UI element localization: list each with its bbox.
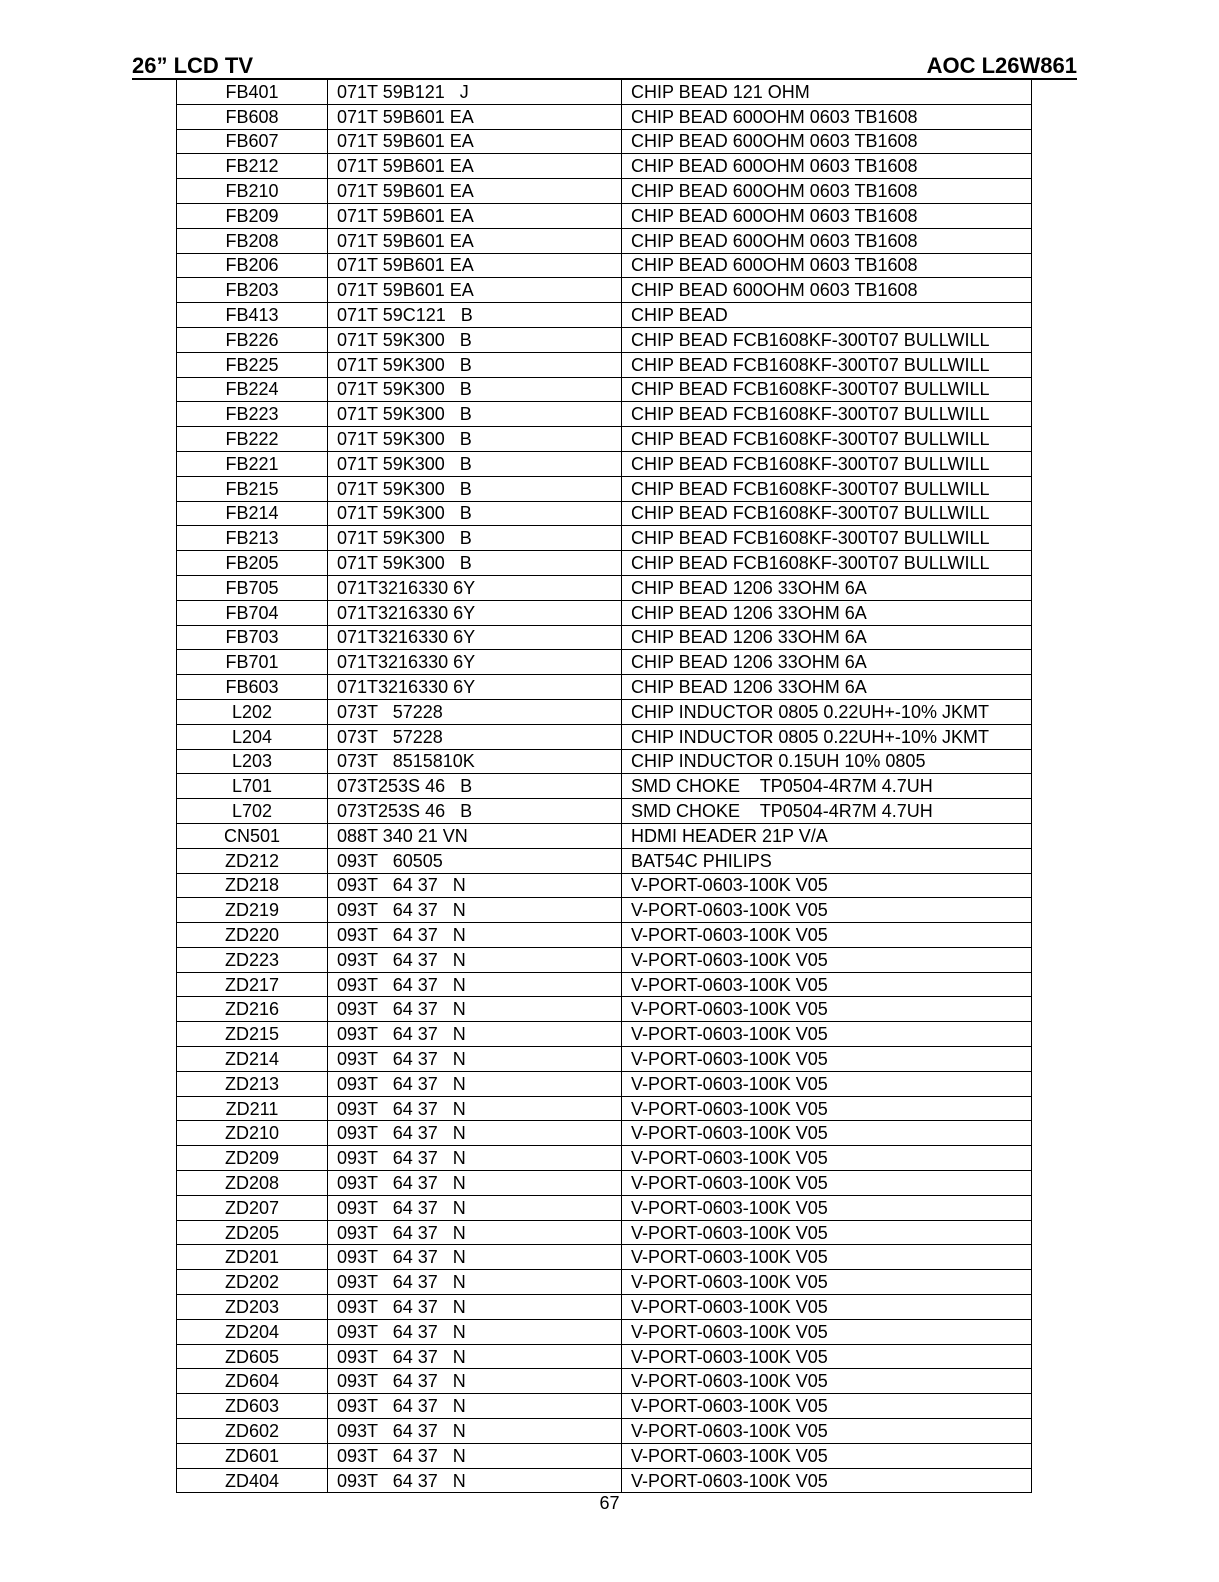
table-row	[177, 253, 1032, 278]
description-cell: V-PORT-0603-100K V05	[622, 873, 1032, 898]
part-number-cell: 093T 64 37 N	[328, 1319, 622, 1344]
table-row	[177, 1022, 1032, 1047]
table-row	[177, 675, 1032, 700]
location-cell: ZD605	[177, 1344, 328, 1369]
location-cell: ZD404	[177, 1468, 328, 1493]
page-header	[132, 52, 1077, 80]
description-cell: CHIP BEAD 600OHM 0603 TB1608	[622, 278, 1032, 303]
table-row	[177, 80, 1032, 105]
part-number-cell: 071T 59K300 B	[328, 402, 622, 427]
location-cell: ZD209	[177, 1146, 328, 1171]
location-cell: ZD213	[177, 1071, 328, 1096]
table-row	[177, 451, 1032, 476]
description-cell: CHIP BEAD FCB1608KF-300T07 BULLWILL	[622, 451, 1032, 476]
part-number-cell: 088T 340 21 VN	[328, 823, 622, 848]
part-number-cell: 071T 59K300 B	[328, 327, 622, 352]
part-number-cell: 093T 64 37 N	[328, 1195, 622, 1220]
part-number-cell: 093T 64 37 N	[328, 1344, 622, 1369]
model-name: AOC L26W861	[926, 53, 1077, 78]
part-number-cell: 093T 64 37 N	[328, 1146, 622, 1171]
description-cell: CHIP BEAD FCB1608KF-300T07 BULLWILL	[622, 377, 1032, 402]
location-cell: L202	[177, 699, 328, 724]
location-cell: ZD204	[177, 1319, 328, 1344]
table-row	[177, 1295, 1032, 1320]
table-row	[177, 1195, 1032, 1220]
location-cell: FB209	[177, 203, 328, 228]
location-cell: ZD212	[177, 848, 328, 873]
description-cell: V-PORT-0603-100K V05	[622, 1468, 1032, 1493]
part-number-cell: 093T 64 37 N	[328, 972, 622, 997]
table-row	[177, 1344, 1032, 1369]
location-cell: L702	[177, 799, 328, 824]
parts-table	[176, 79, 1032, 1493]
part-number-cell: 071T3216330 6Y	[328, 650, 622, 675]
location-cell: FB223	[177, 402, 328, 427]
table-row	[177, 575, 1032, 600]
part-number-cell: 071T3216330 6Y	[328, 600, 622, 625]
description-cell: CHIP BEAD FCB1608KF-300T07 BULLWILL	[622, 476, 1032, 501]
description-cell: CHIP BEAD 1206 33OHM 6A	[622, 675, 1032, 700]
location-cell: L204	[177, 724, 328, 749]
location-cell: ZD604	[177, 1369, 328, 1394]
table-row	[177, 625, 1032, 650]
table-row	[177, 1319, 1032, 1344]
part-number-cell: 073T 57228	[328, 724, 622, 749]
location-cell: ZD214	[177, 1047, 328, 1072]
description-cell: CHIP BEAD 1206 33OHM 6A	[622, 650, 1032, 675]
table-row	[177, 898, 1032, 923]
description-cell: CHIP BEAD 600OHM 0603 TB1608	[622, 228, 1032, 253]
table-row	[177, 1121, 1032, 1146]
location-cell: ZD202	[177, 1270, 328, 1295]
part-number-cell: 093T 64 37 N	[328, 898, 622, 923]
description-cell: CHIP BEAD 1206 33OHM 6A	[622, 575, 1032, 600]
description-cell: V-PORT-0603-100K V05	[622, 1022, 1032, 1047]
table-row	[177, 1369, 1032, 1394]
part-number-cell: 071T 59B601 EA	[328, 104, 622, 129]
part-number-cell: 071T 59B601 EA	[328, 253, 622, 278]
location-cell: ZD219	[177, 898, 328, 923]
description-cell: CHIP BEAD FCB1608KF-300T07 BULLWILL	[622, 352, 1032, 377]
location-cell: FB703	[177, 625, 328, 650]
location-cell: FB222	[177, 427, 328, 452]
table-row	[177, 551, 1032, 576]
description-cell: V-PORT-0603-100K V05	[622, 1443, 1032, 1468]
part-number-cell: 071T 59K300 B	[328, 501, 622, 526]
location-cell: ZD223	[177, 947, 328, 972]
part-number-cell: 071T 59K300 B	[328, 476, 622, 501]
location-cell: FB608	[177, 104, 328, 129]
part-number-cell: 093T 64 37 N	[328, 1220, 622, 1245]
description-cell: V-PORT-0603-100K V05	[622, 1220, 1032, 1245]
part-number-cell: 093T 64 37 N	[328, 1270, 622, 1295]
location-cell: ZD201	[177, 1245, 328, 1270]
table-row	[177, 352, 1032, 377]
part-number-cell: 071T 59B601 EA	[328, 228, 622, 253]
part-number-cell: 071T 59K300 B	[328, 526, 622, 551]
description-cell: CHIP BEAD FCB1608KF-300T07 BULLWILL	[622, 327, 1032, 352]
location-cell: FB603	[177, 675, 328, 700]
description-cell: HDMI HEADER 21P V/A	[622, 823, 1032, 848]
location-cell: FB704	[177, 600, 328, 625]
table-row	[177, 501, 1032, 526]
table-row	[177, 799, 1032, 824]
part-number-cell: 071T 59B601 EA	[328, 129, 622, 154]
table-row	[177, 1220, 1032, 1245]
part-number-cell: 073T253S 46 B	[328, 774, 622, 799]
part-number-cell: 071T 59C121 B	[328, 303, 622, 328]
location-cell: FB213	[177, 526, 328, 551]
table-row	[177, 650, 1032, 675]
description-cell: CHIP BEAD 1206 33OHM 6A	[622, 625, 1032, 650]
part-number-cell: 071T 59B601 EA	[328, 203, 622, 228]
description-cell: V-PORT-0603-100K V05	[622, 997, 1032, 1022]
table-row	[177, 997, 1032, 1022]
description-cell: V-PORT-0603-100K V05	[622, 1121, 1032, 1146]
part-number-cell: 093T 64 37 N	[328, 1295, 622, 1320]
location-cell: FB226	[177, 327, 328, 352]
description-cell: CHIP BEAD 1206 33OHM 6A	[622, 600, 1032, 625]
location-cell: FB206	[177, 253, 328, 278]
location-cell: FB413	[177, 303, 328, 328]
location-cell: ZD208	[177, 1171, 328, 1196]
table-row	[177, 1270, 1032, 1295]
part-number-cell: 073T253S 46 B	[328, 799, 622, 824]
description-cell: CHIP BEAD FCB1608KF-300T07 BULLWILL	[622, 427, 1032, 452]
description-cell: V-PORT-0603-100K V05	[622, 1245, 1032, 1270]
description-cell: BAT54C PHILIPS	[622, 848, 1032, 873]
part-number-cell: 093T 64 37 N	[328, 1096, 622, 1121]
description-cell: CHIP BEAD 600OHM 0603 TB1608	[622, 203, 1032, 228]
part-number-cell: 093T 64 37 N	[328, 1419, 622, 1444]
location-cell: ZD602	[177, 1419, 328, 1444]
location-cell: FB212	[177, 154, 328, 179]
description-cell: CHIP INDUCTOR 0805 0.22UH+-10% JKMT	[622, 724, 1032, 749]
description-cell: V-PORT-0603-100K V05	[622, 1096, 1032, 1121]
description-cell: V-PORT-0603-100K V05	[622, 1071, 1032, 1096]
description-cell: CHIP BEAD 600OHM 0603 TB1608	[622, 104, 1032, 129]
description-cell: V-PORT-0603-100K V05	[622, 1295, 1032, 1320]
table-row	[177, 526, 1032, 551]
part-number-cell: 093T 64 37 N	[328, 1443, 622, 1468]
location-cell: ZD218	[177, 873, 328, 898]
location-cell: FB607	[177, 129, 328, 154]
table-row	[177, 1443, 1032, 1468]
part-number-cell: 071T3216330 6Y	[328, 625, 622, 650]
description-cell: V-PORT-0603-100K V05	[622, 1171, 1032, 1196]
location-cell: FB401	[177, 80, 328, 105]
part-number-cell: 093T 64 37 N	[328, 1171, 622, 1196]
table-row	[177, 377, 1032, 402]
table-row	[177, 947, 1032, 972]
table-row	[177, 129, 1032, 154]
description-cell: CHIP INDUCTOR 0805 0.22UH+-10% JKMT	[622, 699, 1032, 724]
description-cell: V-PORT-0603-100K V05	[622, 1419, 1032, 1444]
table-row	[177, 1394, 1032, 1419]
part-number-cell: 071T 59B601 EA	[328, 154, 622, 179]
table-row	[177, 848, 1032, 873]
location-cell: FB701	[177, 650, 328, 675]
part-number-cell: 093T 64 37 N	[328, 1022, 622, 1047]
part-number-cell: 073T 8515810K	[328, 749, 622, 774]
location-cell: FB215	[177, 476, 328, 501]
table-row	[177, 1171, 1032, 1196]
parts-table-body	[177, 80, 1032, 1493]
description-cell: V-PORT-0603-100K V05	[622, 1195, 1032, 1220]
table-row	[177, 327, 1032, 352]
table-row	[177, 873, 1032, 898]
description-cell: V-PORT-0603-100K V05	[622, 1319, 1032, 1344]
part-number-cell: 071T 59B601 EA	[328, 278, 622, 303]
part-number-cell: 093T 60505	[328, 848, 622, 873]
location-cell: ZD203	[177, 1295, 328, 1320]
description-cell: SMD CHOKE TP0504-4R7M 4.7UH	[622, 774, 1032, 799]
part-number-cell: 071T 59K300 B	[328, 451, 622, 476]
table-row	[177, 203, 1032, 228]
description-cell: CHIP BEAD FCB1608KF-300T07 BULLWILL	[622, 526, 1032, 551]
part-number-cell: 093T 64 37 N	[328, 923, 622, 948]
location-cell: ZD217	[177, 972, 328, 997]
part-number-cell: 093T 64 37 N	[328, 1394, 622, 1419]
part-number-cell: 071T 59K300 B	[328, 427, 622, 452]
table-row	[177, 228, 1032, 253]
description-cell: V-PORT-0603-100K V05	[622, 923, 1032, 948]
table-row	[177, 774, 1032, 799]
table-row	[177, 749, 1032, 774]
part-number-cell: 093T 64 37 N	[328, 1121, 622, 1146]
table-row	[177, 972, 1032, 997]
product-title: 26” LCD TV	[132, 53, 254, 78]
location-cell: FB205	[177, 551, 328, 576]
table-row	[177, 278, 1032, 303]
location-cell: FB208	[177, 228, 328, 253]
location-cell: FB221	[177, 451, 328, 476]
description-cell: CHIP BEAD 121 OHM	[622, 80, 1032, 105]
part-number-cell: 073T 57228	[328, 699, 622, 724]
part-number-cell: 093T 64 37 N	[328, 947, 622, 972]
part-number-cell: 071T3216330 6Y	[328, 675, 622, 700]
table-row	[177, 1096, 1032, 1121]
location-cell: FB705	[177, 575, 328, 600]
description-cell: CHIP BEAD 600OHM 0603 TB1608	[622, 253, 1032, 278]
part-number-cell: 093T 64 37 N	[328, 1245, 622, 1270]
part-number-cell: 071T 59B601 EA	[328, 179, 622, 204]
table-row	[177, 1047, 1032, 1072]
description-cell: V-PORT-0603-100K V05	[622, 1344, 1032, 1369]
description-cell: CHIP BEAD 600OHM 0603 TB1608	[622, 179, 1032, 204]
description-cell: CHIP BEAD FCB1608KF-300T07 BULLWILL	[622, 551, 1032, 576]
description-cell: CHIP BEAD FCB1608KF-300T07 BULLWILL	[622, 402, 1032, 427]
location-cell: L203	[177, 749, 328, 774]
description-cell: CHIP BEAD 600OHM 0603 TB1608	[622, 154, 1032, 179]
location-cell: ZD215	[177, 1022, 328, 1047]
location-cell: FB210	[177, 179, 328, 204]
table-row	[177, 476, 1032, 501]
part-number-cell: 093T 64 37 N	[328, 1468, 622, 1493]
description-cell: V-PORT-0603-100K V05	[622, 1394, 1032, 1419]
table-row	[177, 823, 1032, 848]
location-cell: ZD210	[177, 1121, 328, 1146]
location-cell: ZD216	[177, 997, 328, 1022]
table-row	[177, 1419, 1032, 1444]
description-cell: CHIP INDUCTOR 0.15UH 10% 0805	[622, 749, 1032, 774]
location-cell: ZD220	[177, 923, 328, 948]
location-cell: L701	[177, 774, 328, 799]
table-row	[177, 1245, 1032, 1270]
description-cell: V-PORT-0603-100K V05	[622, 972, 1032, 997]
table-row	[177, 104, 1032, 129]
table-row	[177, 600, 1032, 625]
part-number-cell: 093T 64 37 N	[328, 1047, 622, 1072]
part-number-cell: 093T 64 37 N	[328, 1071, 622, 1096]
page-number: 67	[599, 1493, 620, 1513]
location-cell: FB225	[177, 352, 328, 377]
location-cell: FB214	[177, 501, 328, 526]
location-cell: FB203	[177, 278, 328, 303]
description-cell: CHIP BEAD	[622, 303, 1032, 328]
location-cell: ZD601	[177, 1443, 328, 1468]
table-row	[177, 303, 1032, 328]
description-cell: V-PORT-0603-100K V05	[622, 1047, 1032, 1072]
part-number-cell: 071T 59K300 B	[328, 377, 622, 402]
description-cell: V-PORT-0603-100K V05	[622, 1270, 1032, 1295]
location-cell: ZD207	[177, 1195, 328, 1220]
table-row	[177, 1146, 1032, 1171]
table-row	[177, 179, 1032, 204]
table-row	[177, 923, 1032, 948]
part-number-cell: 071T3216330 6Y	[328, 575, 622, 600]
location-cell: ZD603	[177, 1394, 328, 1419]
table-row	[177, 427, 1032, 452]
table-row	[177, 1468, 1032, 1493]
part-number-cell: 093T 64 37 N	[328, 1369, 622, 1394]
table-row	[177, 724, 1032, 749]
part-number-cell: 071T 59K300 B	[328, 551, 622, 576]
table-row	[177, 699, 1032, 724]
table-row	[177, 402, 1032, 427]
location-cell: CN501	[177, 823, 328, 848]
location-cell: ZD205	[177, 1220, 328, 1245]
description-cell: V-PORT-0603-100K V05	[622, 898, 1032, 923]
location-cell: FB224	[177, 377, 328, 402]
description-cell: V-PORT-0603-100K V05	[622, 947, 1032, 972]
part-number-cell: 093T 64 37 N	[328, 873, 622, 898]
description-cell: CHIP BEAD 600OHM 0603 TB1608	[622, 129, 1032, 154]
part-number-cell: 071T 59B121 J	[328, 80, 622, 105]
part-number-cell: 093T 64 37 N	[328, 997, 622, 1022]
description-cell: SMD CHOKE TP0504-4R7M 4.7UH	[622, 799, 1032, 824]
description-cell: CHIP BEAD FCB1608KF-300T07 BULLWILL	[622, 501, 1032, 526]
table-row	[177, 154, 1032, 179]
table-row	[177, 1071, 1032, 1096]
description-cell: V-PORT-0603-100K V05	[622, 1369, 1032, 1394]
part-number-cell: 071T 59K300 B	[328, 352, 622, 377]
location-cell: ZD211	[177, 1096, 328, 1121]
description-cell: V-PORT-0603-100K V05	[622, 1146, 1032, 1171]
